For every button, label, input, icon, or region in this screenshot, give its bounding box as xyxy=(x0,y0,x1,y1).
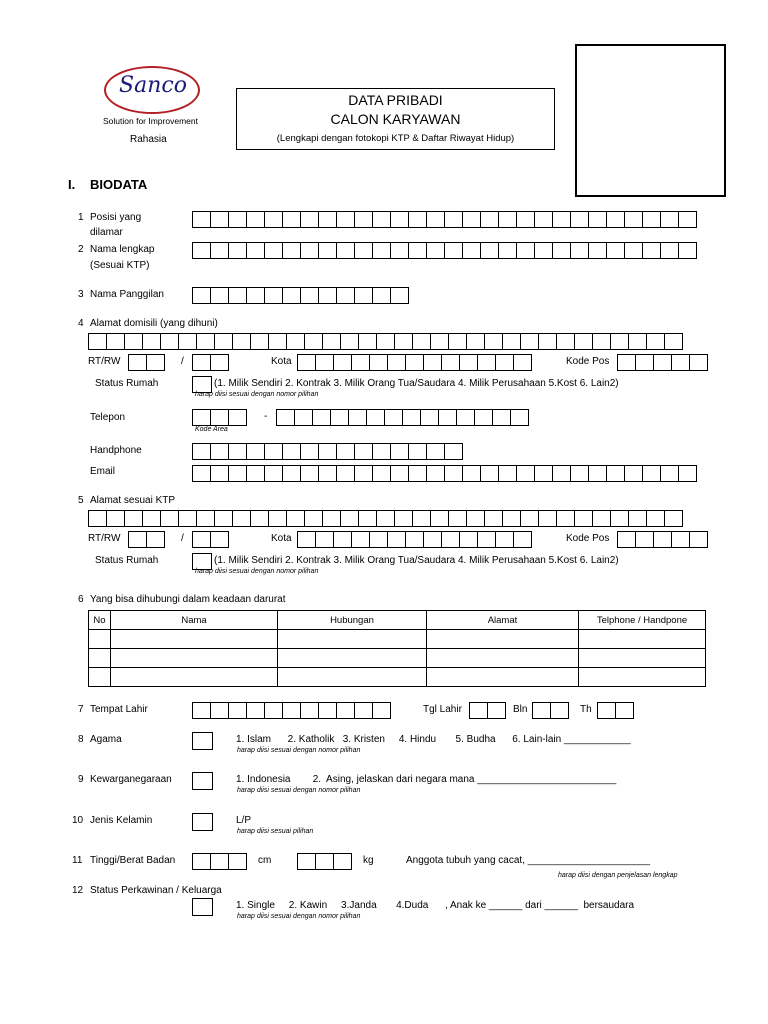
birth-month-input[interactable] xyxy=(532,702,569,719)
table-cell[interactable] xyxy=(111,668,278,687)
page-title-2: CALON KARYAWAN xyxy=(330,111,461,127)
emergency-contact-table xyxy=(88,610,706,687)
table-cell[interactable] xyxy=(427,630,579,649)
field-number: 3 xyxy=(78,289,84,300)
marital-status-input[interactable] xyxy=(192,898,213,916)
col-header-no: No xyxy=(89,611,111,630)
disability-hint: harap diisi dengan penjelasan lengkap xyxy=(558,872,678,879)
marital-status-options: 1. Single 2. Kawin 3.Janda 4.Duda , Anak ke ______ dari ______ bersaudara xyxy=(236,900,635,911)
domicile-address-label: Alamat domisili (yang dihuni) xyxy=(90,318,218,329)
field-number: 7 xyxy=(78,704,84,715)
position-label: Posisi yang xyxy=(90,212,142,223)
table-cell[interactable] xyxy=(579,649,706,668)
rtrw-label-2: RT/RW xyxy=(88,533,121,544)
birth-date-label: Tgl Lahir xyxy=(423,704,462,715)
field-number: 9 xyxy=(78,774,84,785)
section-title: BIODATA xyxy=(90,177,148,192)
table-cell[interactable] xyxy=(111,630,278,649)
gender-hint: harap diisi sesuai pilihan xyxy=(237,828,314,835)
table-header-row xyxy=(89,611,706,630)
city-input[interactable] xyxy=(297,354,532,371)
field-number: 12 xyxy=(72,885,84,896)
table-cell[interactable] xyxy=(278,649,427,668)
house-status-hint: harap diisi sesuai dengan nomor pilihan xyxy=(195,391,319,398)
col-header-relation: Hubungan xyxy=(278,611,427,630)
ktp-address-label: Alamat sesuai KTP xyxy=(90,495,176,506)
page-subtitle: (Lengkapi dengan fotokopi KTP & Daftar Riwayat Hidup) xyxy=(276,133,515,144)
full-name-label-2: (Sesuai KTP) xyxy=(90,260,150,271)
birthplace-input[interactable] xyxy=(192,702,391,719)
height-input[interactable] xyxy=(192,853,247,870)
title-box xyxy=(236,88,555,150)
field-number: 1 xyxy=(78,212,84,223)
field-number: 2 xyxy=(78,244,84,255)
table-cell[interactable] xyxy=(89,649,111,668)
rtrw-separator-2: / xyxy=(181,533,184,544)
rt-input-2[interactable] xyxy=(128,531,165,548)
confidential-label: Rahasia xyxy=(130,134,167,145)
gender-label: Jenis Kelamin xyxy=(90,815,153,826)
logo-wordmark: Sanco xyxy=(119,73,187,98)
nickname-label: Nama Panggilan xyxy=(90,289,164,300)
mobile-label: Handphone xyxy=(90,445,142,456)
logo-tagline: Solution for Improvement xyxy=(103,116,198,126)
email-label: Email xyxy=(90,466,116,477)
full-name-label: Nama lengkap xyxy=(90,244,155,255)
phone-label: Telepon xyxy=(90,412,126,423)
rw-input-2[interactable] xyxy=(192,531,229,548)
rtrw-separator: / xyxy=(181,356,184,367)
section-number: I. xyxy=(68,177,76,192)
weight-unit: kg xyxy=(363,855,374,866)
table-row[interactable] xyxy=(89,649,706,668)
height-unit: cm xyxy=(258,855,272,866)
table-cell[interactable] xyxy=(278,668,427,687)
city-label-2: Kota xyxy=(271,533,292,544)
house-status-label: Status Rumah xyxy=(95,378,159,389)
domicile-address-input[interactable] xyxy=(88,333,683,350)
col-header-phone: Telphone / Handpone xyxy=(579,611,706,630)
gender-options: L/P xyxy=(236,815,252,826)
citizenship-hint: harap diisi sesuai dengan nomor pilihan xyxy=(237,787,361,794)
birth-year-label: Th xyxy=(580,704,592,715)
citizenship-options: 1. Indonesia 2. Asing, jelaskan dari negara mana _________________________ xyxy=(236,774,617,785)
field-number: 11 xyxy=(72,855,83,866)
position-label-2: dilamar xyxy=(90,227,123,238)
table-cell[interactable] xyxy=(427,668,579,687)
birth-month-label: Bln xyxy=(513,704,528,715)
page-title: DATA PRIBADI xyxy=(348,92,443,108)
table-cell[interactable] xyxy=(579,668,706,687)
phone-separator: - xyxy=(264,411,268,422)
email-input[interactable] xyxy=(192,465,697,482)
house-status-hint-2: harap diisi sesuai dengan nomor pilihan xyxy=(195,568,319,575)
table-cell[interactable] xyxy=(427,649,579,668)
table-row[interactable] xyxy=(89,668,706,687)
phone-input[interactable] xyxy=(276,409,529,426)
ktp-address-input[interactable] xyxy=(88,510,683,527)
religion-hint: harap diisi sesuai dengan nomor pilihan xyxy=(237,747,361,754)
col-header-name: Nama xyxy=(111,611,278,630)
postal-code-label-2: Kode Pos xyxy=(566,533,610,544)
table-cell[interactable] xyxy=(89,630,111,649)
nickname-input[interactable] xyxy=(192,287,409,304)
col-header-address: Alamat xyxy=(427,611,579,630)
religion-input[interactable] xyxy=(192,732,213,750)
weight-input[interactable] xyxy=(297,853,352,870)
city-label: Kota xyxy=(271,356,292,367)
field-number: 10 xyxy=(72,815,84,826)
position-input[interactable] xyxy=(192,211,697,228)
field-number: 6 xyxy=(78,594,84,605)
house-status-options: (1. Milik Sendiri 2. Kontrak 3. Milik Orang Tua/Saudara 4. Milik Perusahaan 5.Kost 6. Lain2) xyxy=(214,378,619,389)
postal-code-input-2[interactable] xyxy=(617,531,708,548)
rtrw-label: RT/RW xyxy=(88,356,121,367)
house-status-options-2: (1. Milik Sendiri 2. Kontrak 3. Milik Orang Tua/Saudara 4. Milik Perusahaan 5.Kost 6. Lain2) xyxy=(214,555,619,566)
table-row[interactable] xyxy=(89,630,706,649)
religion-options: 1. Islam 2. Katholik 3. Kristen 4. Hindu 5. Budha 6. Lain-lain ____________ xyxy=(236,734,631,745)
table-cell[interactable] xyxy=(579,630,706,649)
table-cell[interactable] xyxy=(89,668,111,687)
table-cell[interactable] xyxy=(278,630,427,649)
full-name-input[interactable] xyxy=(192,242,697,259)
postal-code-label: Kode Pos xyxy=(566,356,610,367)
disability-label: Anggota tubuh yang cacat, ______________________ xyxy=(406,855,651,866)
marital-status-label: Status Perkawinan / Keluarga xyxy=(90,885,222,896)
city-input-2[interactable] xyxy=(297,531,532,548)
field-number: 4 xyxy=(78,318,84,329)
mobile-input[interactable] xyxy=(192,443,463,460)
postal-code-input[interactable] xyxy=(617,354,708,371)
house-status-label-2: Status Rumah xyxy=(95,555,159,566)
field-number: 8 xyxy=(78,734,84,745)
birthplace-label: Tempat Lahir xyxy=(90,704,148,715)
rt-input[interactable] xyxy=(128,354,165,371)
birth-year-input[interactable] xyxy=(597,702,634,719)
citizenship-input[interactable] xyxy=(192,772,213,790)
table-cell[interactable] xyxy=(111,649,278,668)
rw-input[interactable] xyxy=(192,354,229,371)
birth-day-input[interactable] xyxy=(469,702,506,719)
citizenship-label: Kewarganegaraan xyxy=(90,774,172,785)
marital-status-hint: harap diisi sesuai dengan nomor pilihan xyxy=(237,913,361,920)
religion-label: Agama xyxy=(90,734,122,745)
photo-box[interactable] xyxy=(575,44,726,197)
emergency-contact-label: Yang bisa dihubungi dalam keadaan darurat xyxy=(90,594,286,605)
gender-input[interactable] xyxy=(192,813,213,831)
area-code-hint: Kode Area xyxy=(195,426,228,433)
height-weight-label: Tinggi/Berat Badan xyxy=(90,855,176,866)
field-number: 5 xyxy=(78,495,84,506)
area-code-input[interactable] xyxy=(192,409,247,426)
